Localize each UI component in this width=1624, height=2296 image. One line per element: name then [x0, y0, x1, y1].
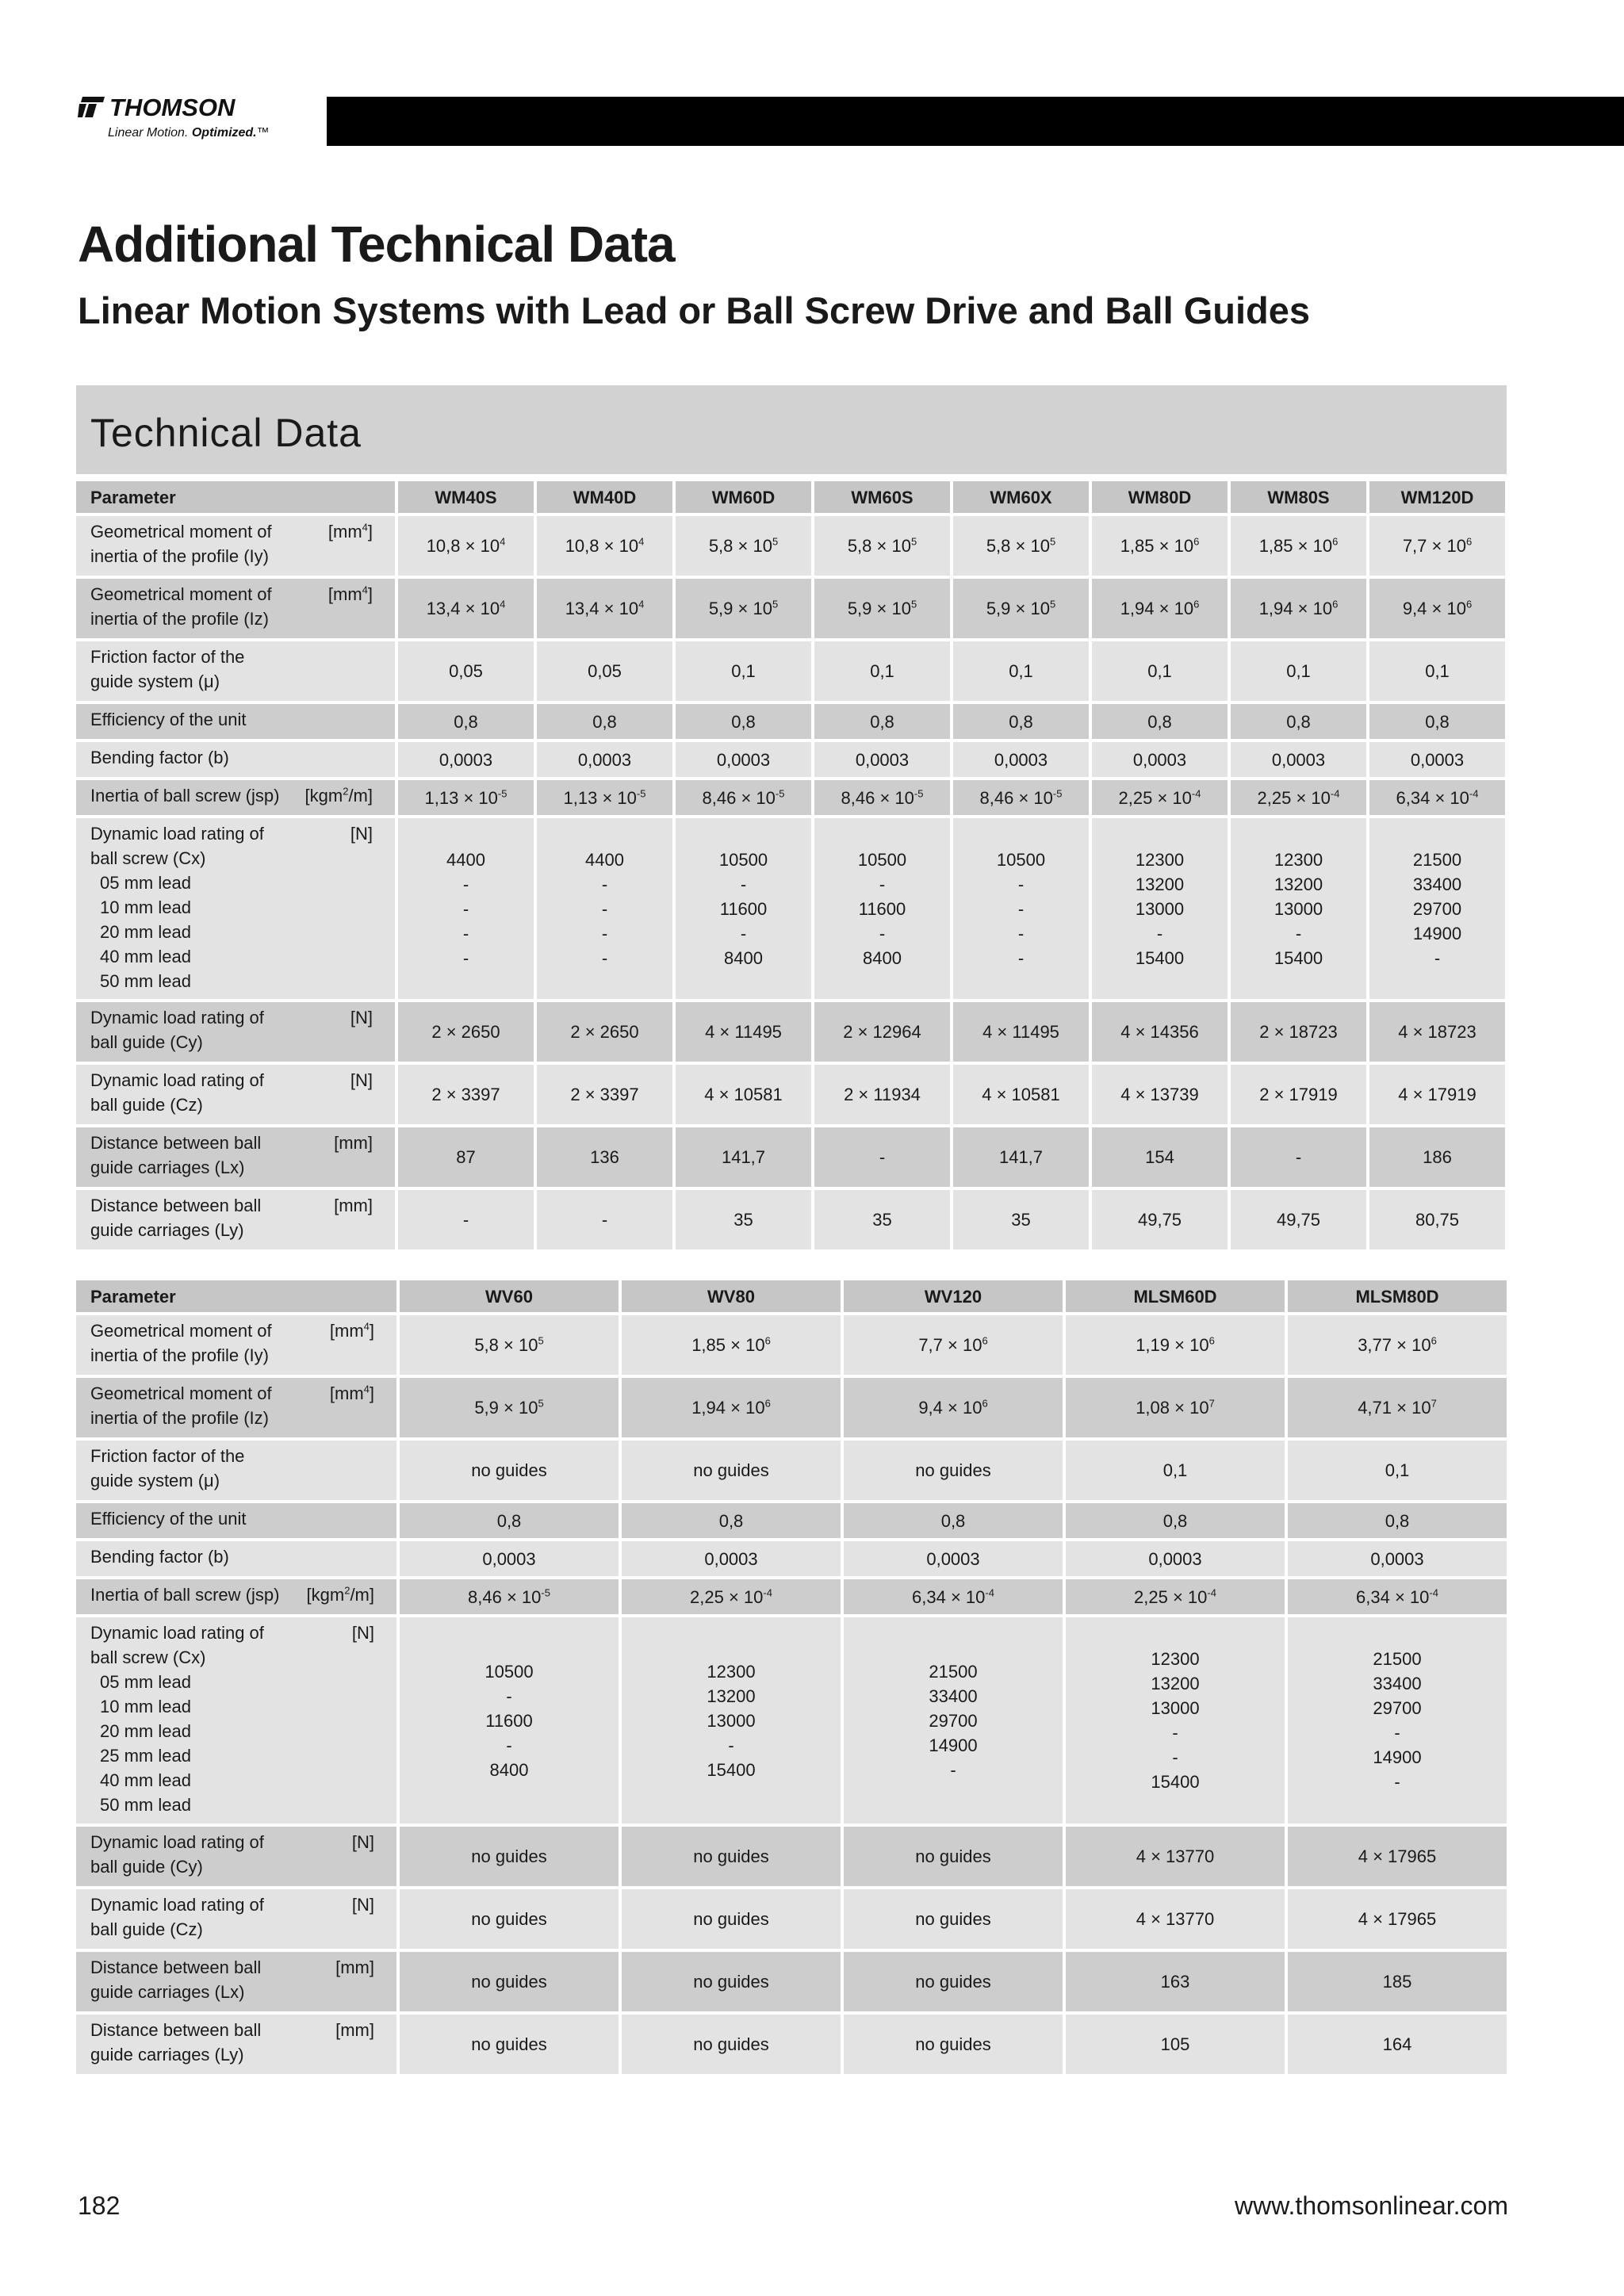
table-row	[76, 1579, 1507, 1614]
table-cell: 2 × 3397	[537, 1065, 672, 1124]
table-cell: 0,0003	[622, 1541, 841, 1576]
table-row	[76, 1541, 1507, 1576]
table-row	[76, 1889, 1507, 1949]
table-cell: 4 × 14356	[1092, 1002, 1228, 1062]
table-cell: 2 × 3397	[398, 1065, 534, 1124]
table-cell: -	[1231, 1127, 1366, 1187]
table-cell: $1,85 \times 10^6$	[1092, 516, 1228, 576]
table-cell: 35	[953, 1190, 1089, 1249]
table-cell: $13,4 \times 10^4$	[398, 579, 534, 638]
table-cell: 0,1	[1369, 641, 1505, 701]
table-cell: 35	[676, 1190, 811, 1249]
table-cell: 2 × 2650	[537, 1002, 672, 1062]
table-cell: 12300 13200 13000 - 15400	[1092, 818, 1228, 999]
table-row	[76, 2015, 1507, 2074]
param-label: Inertia of ball screw (jsp) [kgm$^2$/m]	[76, 1579, 396, 1614]
table-cell: 0,8	[676, 704, 811, 739]
table-cell: $10,8 \times 10^4$	[398, 516, 534, 576]
table-cell: 12300 13200 13000 - - 15400	[1066, 1617, 1285, 1823]
section-header	[76, 385, 1507, 474]
table-cell: 2 × 18723	[1231, 1002, 1366, 1062]
table-cell: no guides	[400, 1441, 619, 1500]
table-cell: 0,0003	[1092, 742, 1228, 777]
table-cell: -	[537, 1190, 672, 1249]
table-row	[76, 1952, 1507, 2011]
thomson-t-icon	[78, 95, 106, 119]
website-url: www.thomsonlinear.com	[1234, 2191, 1508, 2220]
table-cell: -	[398, 1190, 534, 1249]
table-cell: 0,0003	[1066, 1541, 1285, 1576]
table-cell: $2,25 \times 10^{-4}$	[1231, 780, 1366, 815]
table-cell: $5,8 \times 10^5$	[676, 516, 811, 576]
column-header: MLSM60D	[1066, 1280, 1285, 1312]
table-cell: 0,8	[537, 704, 672, 739]
table-cell: no guides	[844, 1952, 1063, 2011]
param-label: Bending factor (b)	[76, 742, 395, 777]
column-header: WM80D	[1092, 481, 1228, 513]
table-cell: $2,25 \times 10^{-4}$	[1066, 1579, 1285, 1614]
table-cell: 0,05	[398, 641, 534, 701]
table-cell: $7,7 \times 10^6$	[844, 1315, 1063, 1375]
table-cell: no guides	[844, 1889, 1063, 1949]
column-header: WM80S	[1231, 481, 1366, 513]
table-cell: $1,13 \times 10^{-5}$	[537, 780, 672, 815]
table-cell: 21500 33400 29700 14900 -	[1369, 818, 1505, 999]
table-cell: no guides	[400, 1952, 619, 2011]
section-title: Technical Data	[90, 411, 362, 455]
table-cell: 141,7	[676, 1127, 811, 1187]
param-label: Geometrical moment of inertia of the profile (Iz) $[mm^4]$	[76, 1378, 396, 1437]
table-cell: 0,8	[953, 704, 1089, 739]
table-cell: -	[814, 1127, 950, 1187]
table-cell: 0,0003	[1288, 1541, 1507, 1576]
table-cell: 12300 13200 13000 - 15400	[622, 1617, 841, 1823]
table-cell: 21500 33400 29700 14900 -	[844, 1617, 1063, 1823]
table-cell: 4 × 13770	[1066, 1889, 1285, 1949]
param-label: Dynamic load rating of ball guide (Cz) [N]	[76, 1065, 395, 1124]
table-cell: $6,34 \times 10^{-4}$	[1369, 780, 1505, 815]
table-cell: $6,34 \times 10^{-4}$	[1288, 1579, 1507, 1614]
unit-label: [mm]	[335, 1957, 374, 1977]
table-cell: 0,1	[814, 641, 950, 701]
table-cell: 10500 - - - -	[953, 818, 1089, 999]
column-header: WV80	[622, 1280, 841, 1312]
table-cell: 0,8	[814, 704, 950, 739]
table-cell: no guides	[400, 1889, 619, 1949]
table-cell: 0,8	[1066, 1503, 1285, 1538]
table-cell: $8,46 \times 10^{-5}$	[676, 780, 811, 815]
param-label: Efficiency of the unit	[76, 1503, 396, 1538]
unit-label: [N]	[351, 1623, 374, 1643]
table-row	[76, 1127, 1505, 1187]
table-cell: 0,1	[953, 641, 1089, 701]
table-cell: 0,0003	[398, 742, 534, 777]
table-cell: 0,0003	[844, 1541, 1063, 1576]
table-row	[76, 1002, 1505, 1062]
unit-label: $[mm^4]$	[327, 584, 373, 604]
table-row	[76, 641, 1505, 701]
table-cell: $10,8 \times 10^4$	[537, 516, 672, 576]
param-label: Dynamic load rating of ball screw (Cx) 05 mm lead 10 mm lead 20 mm lead 40 mm lead 50 mm lead [N]	[76, 818, 395, 999]
unit-label: [kgm$^2$/m]	[306, 1584, 374, 1605]
brand-tagline: Linear Motion. Optimized.™	[108, 126, 270, 140]
table-cell: no guides	[622, 1827, 841, 1886]
table-cell: 0,0003	[953, 742, 1089, 777]
table-cell: 10500 - 11600 - 8400	[676, 818, 811, 999]
unit-label: [mm]	[334, 1133, 373, 1153]
table-header-row	[76, 481, 1505, 513]
param-label: Dynamic load rating of ball guide (Cz) [N]	[76, 1889, 396, 1949]
table-cell: 0,1	[1066, 1441, 1285, 1500]
table-cell: $5,8 \times 10^5$	[400, 1315, 619, 1375]
param-label: Distance between ball guide carriages (Ly) [mm]	[76, 2015, 396, 2074]
table-cell: 0,1	[1288, 1441, 1507, 1500]
table-cell: $1,94 \times 10^6$	[1231, 579, 1366, 638]
table-cell: 141,7	[953, 1127, 1089, 1187]
unit-label: [N]	[351, 1895, 374, 1915]
param-label: Efficiency of the unit	[76, 704, 395, 739]
table-cell: $5,9 \times 10^5$	[814, 579, 950, 638]
unit-label: [N]	[350, 824, 373, 844]
table-cell: 35	[814, 1190, 950, 1249]
table-cell: $5,8 \times 10^5$	[953, 516, 1089, 576]
table-cell: 4 × 11495	[676, 1002, 811, 1062]
table-cell: 4 × 10581	[676, 1065, 811, 1124]
table-row	[76, 1617, 1507, 1823]
unit-label: [kgm$^2$/m]	[304, 785, 373, 806]
table-cell: 0,8	[1288, 1503, 1507, 1538]
table-cell: 12300 13200 13000 - 15400	[1231, 818, 1366, 999]
table-cell: no guides	[622, 2015, 841, 2074]
table-cell: $1,13 \times 10^{-5}$	[398, 780, 534, 815]
table-row	[76, 1441, 1507, 1500]
table-cell: 0,0003	[537, 742, 672, 777]
header-bar	[327, 97, 1624, 146]
table-cell: $1,85 \times 10^6$	[622, 1315, 841, 1375]
unit-label: [mm]	[335, 2020, 374, 2040]
table-cell: 4 × 13739	[1092, 1065, 1228, 1124]
unit-label: $[mm^4]$	[327, 521, 373, 541]
table-cell: $2,25 \times 10^{-4}$	[622, 1579, 841, 1614]
table-cell: no guides	[622, 1889, 841, 1949]
table-cell: 136	[537, 1127, 672, 1187]
table-cell: 4 × 10581	[953, 1065, 1089, 1124]
table-cell: 4400 - - - -	[398, 818, 534, 999]
page-title: Additional Technical Data	[78, 216, 675, 273]
table-cell: no guides	[844, 1827, 1063, 1886]
table-row	[76, 1065, 1505, 1124]
param-label: Geometrical moment of inertia of the profile (Iy) $[mm^4]$	[76, 516, 395, 576]
column-header: WV120	[844, 1280, 1063, 1312]
table-cell: 2 × 12964	[814, 1002, 950, 1062]
table-cell: $8,46 \times 10^{-5}$	[814, 780, 950, 815]
table-cell: 2 × 17919	[1231, 1065, 1366, 1124]
param-header: Parameter	[76, 481, 395, 513]
table-cell: 4 × 17919	[1369, 1065, 1505, 1124]
column-header: WM60D	[676, 481, 811, 513]
table-cell: no guides	[844, 1441, 1063, 1500]
table-cell: no guides	[400, 1827, 619, 1886]
param-header: Parameter	[76, 1280, 396, 1312]
table-cell: 0,0003	[1231, 742, 1366, 777]
column-header: WV60	[400, 1280, 619, 1312]
table-row	[76, 704, 1505, 739]
table-row	[76, 780, 1505, 815]
param-label: Inertia of ball screw (jsp) [kgm$^2$/m]	[76, 780, 395, 815]
column-header: WM120D	[1369, 481, 1505, 513]
table-cell: 0,8	[622, 1503, 841, 1538]
page-number: 182	[78, 2191, 121, 2220]
table-cell: 164	[1288, 2015, 1507, 2074]
table-cell: 0,8	[1369, 704, 1505, 739]
table-cell: $5,9 \times 10^5$	[953, 579, 1089, 638]
table-cell: $1,08 \times 10^7$	[1066, 1378, 1285, 1437]
table-cell: 105	[1066, 2015, 1285, 2074]
table-cell: 0,8	[1231, 704, 1366, 739]
table-cell: 0,0003	[400, 1541, 619, 1576]
unit-label: [N]	[350, 1008, 373, 1027]
table-cell: 0,8	[400, 1503, 619, 1538]
thomson-logo	[78, 94, 284, 149]
table-cell: 80,75	[1369, 1190, 1505, 1249]
table-row	[76, 1190, 1505, 1249]
param-label: Dynamic load rating of ball guide (Cy) [N]	[76, 1827, 396, 1886]
table-cell: 186	[1369, 1127, 1505, 1187]
table-cell: $5,8 \times 10^5$	[814, 516, 950, 576]
table-row	[76, 1503, 1507, 1538]
param-label: Distance between ball guide carriages (Lx) [mm]	[76, 1952, 396, 2011]
table-cell: $7,7 \times 10^6$	[1369, 516, 1505, 576]
column-header: WM60X	[953, 481, 1089, 513]
table-cell: 4 × 17965	[1288, 1889, 1507, 1949]
param-label: Dynamic load rating of ball screw (Cx) 05 mm lead 10 mm lead 20 mm lead 25 mm lead 40 mm lead 50 mm lead [N]	[76, 1617, 396, 1823]
table-cell: 0,0003	[814, 742, 950, 777]
technical-data-table-wv-mlsm	[73, 1277, 1510, 2077]
table-cell: 0,0003	[1369, 742, 1505, 777]
table-cell: 10500 - 11600 - 8400	[400, 1617, 619, 1823]
table-cell: 2 × 2650	[398, 1002, 534, 1062]
column-header: WM60S	[814, 481, 950, 513]
table-cell: 4400 - - - -	[537, 818, 672, 999]
table-cell: 21500 33400 29700 - 14900 -	[1288, 1617, 1507, 1823]
table-row	[76, 1378, 1507, 1437]
table-cell: $4,71 \times 10^7$	[1288, 1378, 1507, 1437]
table-row	[76, 742, 1505, 777]
table-cell: $1,94 \times 10^6$	[1092, 579, 1228, 638]
unit-label: [mm]	[334, 1196, 373, 1215]
table-cell: 0,8	[1092, 704, 1228, 739]
param-label: Friction factor of the guide system (μ)	[76, 1441, 396, 1500]
table-row	[76, 818, 1505, 999]
param-label: Dynamic load rating of ball guide (Cy) [N]	[76, 1002, 395, 1062]
table-cell: $3,77 \times 10^6$	[1288, 1315, 1507, 1375]
table-cell: 2 × 11934	[814, 1065, 950, 1124]
param-label: Distance between ball guide carriages (Lx) [mm]	[76, 1127, 395, 1187]
table-header-row	[76, 1280, 1507, 1312]
table-cell: 0,05	[537, 641, 672, 701]
table-cell: 4 × 18723	[1369, 1002, 1505, 1062]
table-cell: no guides	[400, 2015, 619, 2074]
table-cell: 0,1	[1231, 641, 1366, 701]
table-cell: 0,8	[398, 704, 534, 739]
table-row	[76, 579, 1505, 638]
table-cell: $1,19 \times 10^6$	[1066, 1315, 1285, 1375]
table-cell: $9,4 \times 10^6$	[844, 1378, 1063, 1437]
column-header: MLSM80D	[1288, 1280, 1507, 1312]
table-cell: no guides	[844, 2015, 1063, 2074]
table-cell: $13,4 \times 10^4$	[537, 579, 672, 638]
table-cell: 4 × 17965	[1288, 1827, 1507, 1886]
table-cell: 0,1	[1092, 641, 1228, 701]
table-cell: $6,34 \times 10^{-4}$	[844, 1579, 1063, 1614]
table-cell: no guides	[622, 1952, 841, 2011]
unit-label: $[mm^4]$	[329, 1383, 374, 1403]
table-cell: 185	[1288, 1952, 1507, 2011]
param-label: Friction factor of the guide system (μ)	[76, 641, 395, 701]
unit-label: [N]	[351, 1832, 374, 1852]
table-cell: $5,9 \times 10^5$	[676, 579, 811, 638]
table-cell: 0,8	[844, 1503, 1063, 1538]
table-cell: $2,25 \times 10^{-4}$	[1092, 780, 1228, 815]
table-cell: $8,46 \times 10^{-5}$	[953, 780, 1089, 815]
table-cell: $1,85 \times 10^6$	[1231, 516, 1366, 576]
table-cell: 49,75	[1092, 1190, 1228, 1249]
technical-data-table-wm	[73, 478, 1508, 1253]
table-cell: $9,4 \times 10^6$	[1369, 579, 1505, 638]
table-cell: 10500 - 11600 - 8400	[814, 818, 950, 999]
param-label: Geometrical moment of inertia of the profile (Iy) $[mm^4]$	[76, 1315, 396, 1375]
table-row	[76, 1827, 1507, 1886]
table-cell: 87	[398, 1127, 534, 1187]
table-cell: 163	[1066, 1952, 1285, 2011]
param-label: Geometrical moment of inertia of the profile (Iz) $[mm^4]$	[76, 579, 395, 638]
table-cell: $5,9 \times 10^5$	[400, 1378, 619, 1437]
table-cell: 0,1	[676, 641, 811, 701]
unit-label: [N]	[350, 1070, 373, 1090]
unit-label: $[mm^4]$	[329, 1320, 374, 1341]
column-header: WM40S	[398, 481, 534, 513]
param-label: Bending factor (b)	[76, 1541, 396, 1576]
table-cell: no guides	[622, 1441, 841, 1500]
brand-name: THOMSON	[109, 94, 236, 121]
table-cell: 0,0003	[676, 742, 811, 777]
page-subtitle: Linear Motion Systems with Lead or Ball Screw Drive and Ball Guides	[78, 289, 1311, 331]
table-cell: $8,46 \times 10^{-5}$	[400, 1579, 619, 1614]
column-header: WM40D	[537, 481, 672, 513]
table-cell: 49,75	[1231, 1190, 1366, 1249]
table-cell: 4 × 11495	[953, 1002, 1089, 1062]
param-label: Distance between ball guide carriages (Ly) [mm]	[76, 1190, 395, 1249]
table-cell: $1,94 \times 10^6$	[622, 1378, 841, 1437]
table-row	[76, 516, 1505, 576]
table-row	[76, 1315, 1507, 1375]
table-cell: 154	[1092, 1127, 1228, 1187]
table-cell: 4 × 13770	[1066, 1827, 1285, 1886]
